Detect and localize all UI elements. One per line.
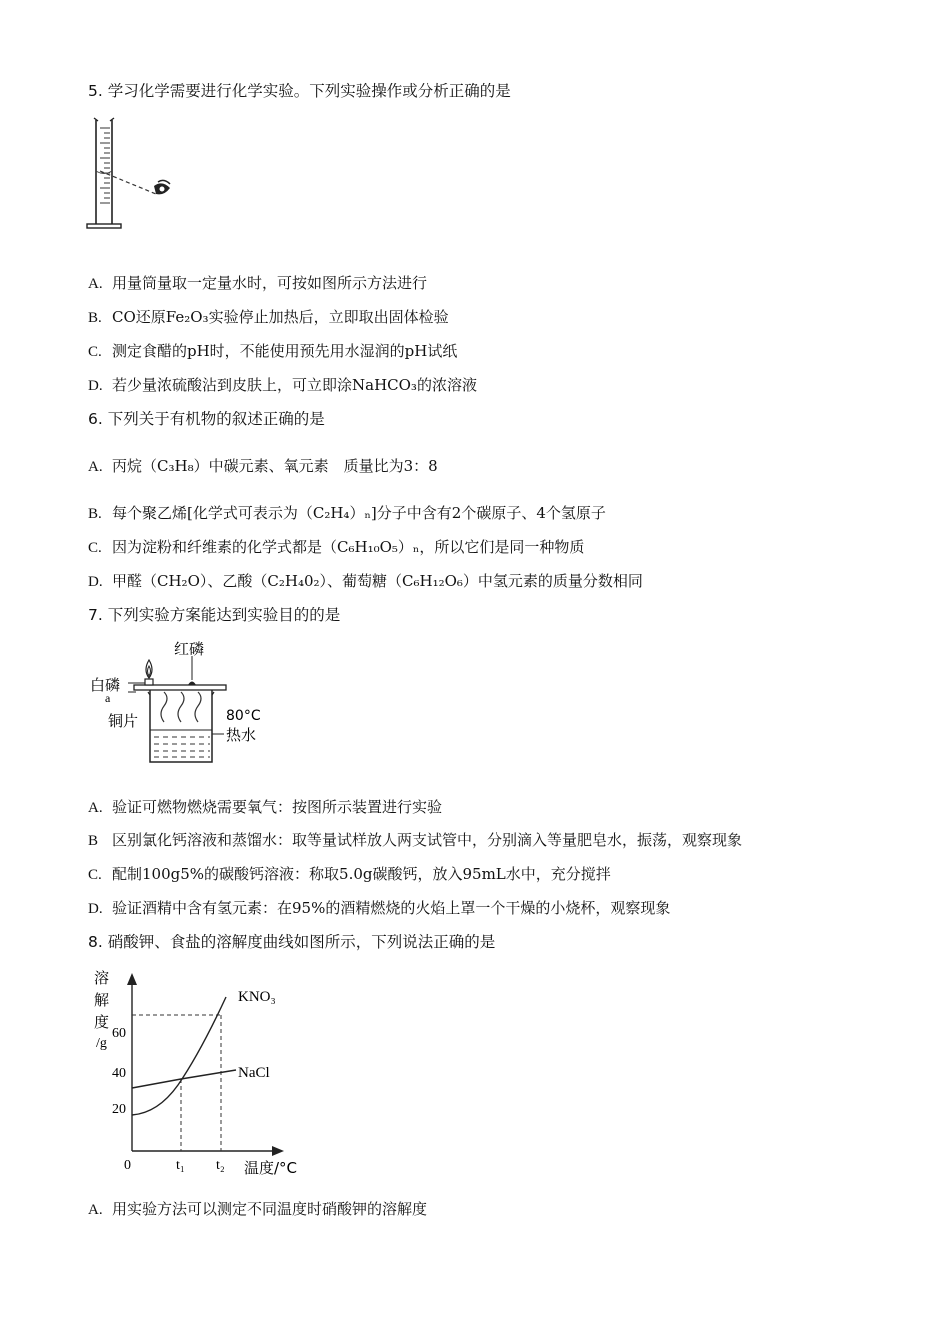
label-temp: 80°C xyxy=(226,708,261,724)
q6-option-b[interactable]: B. 每个聚乙烯[化学式可表示为（C₂H₄）ₙ]分子中含有2个碳原子、4个氢原子 xyxy=(88,504,606,522)
question-8-stem: 8. 硝酸钾、食盐的溶解度曲线如图所示，下列说法正确的是 xyxy=(88,933,496,951)
q7-option-a[interactable]: A. 验证可燃物燃烧需要氧气：按图所示装置进行实验 xyxy=(88,798,443,816)
phosphorus-combustion-figure xyxy=(88,640,278,774)
question-7-stem: 7. 下列实验方案能达到实验目的的是 xyxy=(88,606,341,624)
q7-option-c[interactable]: C. 配制100g5%的碳酸钙溶液：称取5.0g碳酸钙，放入95mL水中，充分搅拌 xyxy=(88,865,611,883)
ylabel-3: 度 xyxy=(94,1013,110,1031)
series-nacl xyxy=(132,1070,236,1088)
ytick-40: 40 xyxy=(112,1066,126,1081)
origin-label: 0 xyxy=(124,1158,131,1173)
graduated-cylinder-figure xyxy=(84,116,184,240)
q6-option-a[interactable]: A. 丙烷（C₃H₈）中碳元素、氧元素 质量比为3：8 xyxy=(88,457,438,475)
question-5-stem: 5. 学习化学需要进行化学实验。下列实验操作或分析正确的是 xyxy=(88,82,511,100)
q5-option-c[interactable]: C. 测定食醋的pH时，不能使用预先用水湿润的pH试纸 xyxy=(88,342,458,360)
ylabel-4: /g xyxy=(96,1036,107,1051)
q6-option-c[interactable]: C. 因为淀粉和纤维素的化学式都是（C₆H₁₀O₅）ₙ，所以它们是同一种物质 xyxy=(88,538,585,556)
xlabel: 温度/°C xyxy=(244,1159,298,1177)
ytick-60: 60 xyxy=(112,1026,126,1041)
label-white-phosphorus: 白磷 xyxy=(90,676,121,694)
ytick-20: 20 xyxy=(112,1102,126,1117)
q8-option-a[interactable]: A. 用实验方法可以测定不同温度时硝酸钾的溶解度 xyxy=(88,1200,428,1218)
q5-option-b[interactable]: B. CO还原Fe₂O₃实验停止加热后，立即取出固体检验 xyxy=(88,308,449,326)
ylabel-2: 解 xyxy=(94,991,110,1009)
q7-option-d[interactable]: D. 验证酒精中含有氢元素：在95%的酒精燃烧的火焰上罩一个干燥的小烧杯，观察现象 xyxy=(88,899,671,917)
label-a: a xyxy=(105,691,111,705)
xtick-t2: t₂ xyxy=(216,1158,225,1173)
label-red-phosphorus: 红磷 xyxy=(174,640,205,658)
ylabel-1: 溶 xyxy=(94,969,110,987)
series-label-kno3: KNO₃ xyxy=(238,989,276,1005)
q5-option-d[interactable]: D. 若少量浓硫酸沾到皮肤上，可立即涂NaHCO₃的浓溶液 xyxy=(88,376,477,394)
solubility-chart xyxy=(88,965,318,1189)
series-label-nacl: NaCl xyxy=(238,1065,270,1081)
x-axis-arrow-icon xyxy=(272,1146,284,1156)
label-copper: 铜片 xyxy=(108,712,139,730)
q6-option-d[interactable]: D. 甲醛（CH₂O）、乙酸（C₂H₄0₂）、葡萄糖（C₆H₁₂O₆）中氢元素的质量分数相同 xyxy=(88,572,643,590)
y-axis-arrow-icon xyxy=(127,973,137,985)
xtick-t1: t₁ xyxy=(176,1158,185,1173)
label-hot-water: 热水 xyxy=(226,726,257,744)
question-6-stem: 6. 下列关于有机物的叙述正确的是 xyxy=(88,410,325,428)
q5-option-a[interactable]: A. 用量筒量取一定量水时，可按如图所示方法进行 xyxy=(88,274,428,292)
q7-option-b[interactable]: B 区别氯化钙溶液和蒸馏水：取等量试样放人两支试管中，分别滴入等量肥皂水，振荡，观察现象 xyxy=(88,831,743,849)
